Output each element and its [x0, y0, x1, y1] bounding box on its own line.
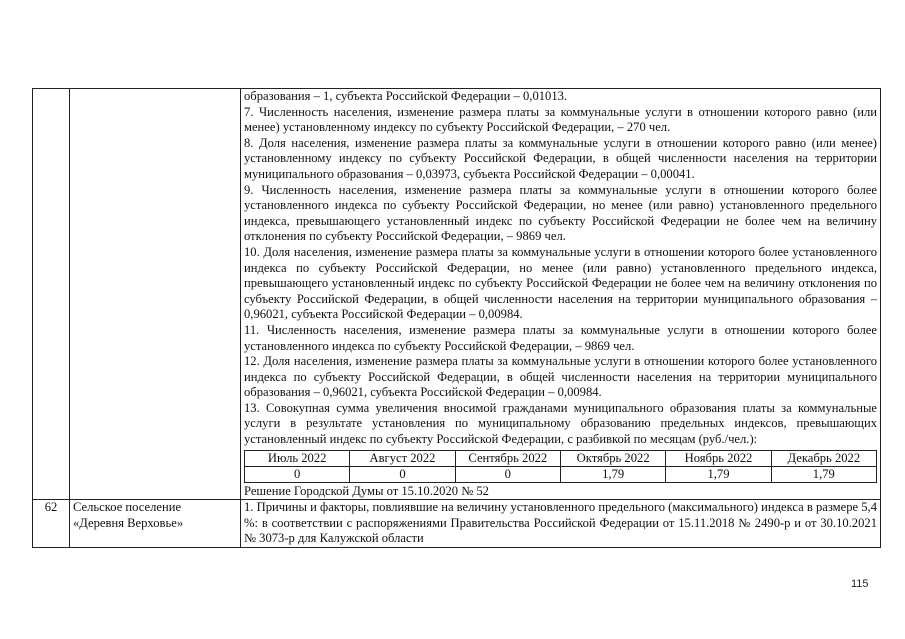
month-header: Ноябрь 2022	[666, 450, 771, 466]
month-header: Октябрь 2022	[560, 450, 665, 466]
paragraph: образования – 1, субъекта Российской Федерации – 0,01013.	[244, 89, 568, 103]
month-header: Сентябрь 2022	[455, 450, 560, 466]
page-number: 115	[851, 578, 869, 590]
details-cell	[241, 89, 881, 500]
amount-cell: 1,79	[771, 466, 876, 482]
month-header: Декабрь 2022	[771, 450, 876, 466]
amount-cell: 1,79	[560, 466, 665, 482]
table-row	[33, 500, 881, 548]
paragraph: 13. Совокупная сумма увеличения вносимой гражданами муниципального образования платы за коммунальные услуги в результате установления по муниципальному образованию предельных индексов, превышающих установленный индекс по субъекту Российской Федерации, с разбивкой по месяцам (руб./чел.):	[244, 400, 877, 447]
row-number-cell	[33, 89, 70, 500]
amounts-row	[245, 466, 877, 482]
paragraph: 1. Причины и факторы, повлиявшие на величину установленного предельного (максимального) индекса в размере 5,4 %: в соответствии с распоряжениями Правительства Российской Федерации от 15.11.2018 № 2490-р и от 30.10.2021 № 3073-р для Калужской области	[244, 500, 877, 546]
amount-cell: 1,79	[666, 466, 771, 482]
month-header: Август 2022	[350, 450, 455, 466]
table-row	[33, 89, 881, 500]
paragraph: 12. Доля населения, изменение размера платы за коммунальные услуги в отношении которого более установленного индекса по субъекту Российской Федерации, в общей численности населения на территории муниципального образования – 0,96021, субъекта Российской Федерации – 0,00984.	[244, 354, 877, 400]
paragraph: 8. Доля населения, изменение размера платы за коммунальные услуги в отношении которого равно (или менее) установленному индексу по субъекту Российской Федерации, в общей численности населения на территории муниципального образования – 0,03973, субъекта Российской Федерации – 0,00041.	[244, 135, 877, 181]
paragraph: 7. Численность населения, изменение размера платы за коммунальные услуги в отношении которого равно (или менее) установленному индексу по субъекту Российской Федерации, – 270 чел.	[244, 104, 877, 135]
details-cell	[241, 500, 881, 548]
amount-cell: 0	[245, 466, 350, 482]
paragraph: 9. Численность населения, изменение размера платы за коммунальные услуги в отношении которого более установленного индекса по субъекту Российской Федерации, но менее (или равно) установленного предельного индекса, превышающего установленный индекс по субъекту Российской Федерации не более чем на величину отклонения по субъекту Российской Федерации, – 9869 чел.	[244, 182, 877, 244]
row-number-cell: 62	[33, 500, 70, 548]
months-header-row	[245, 450, 877, 466]
municipality-cell	[70, 89, 241, 500]
amount-cell: 0	[455, 466, 560, 482]
amount-cell: 0	[350, 466, 455, 482]
paragraph: 11. Численность населения, изменение размера платы за коммунальные услуги в отношении которого более установленного индекса по субъекту Российской Федерации, – 9869 чел.	[244, 322, 877, 353]
indices-table	[32, 88, 881, 548]
municipality-name-line: Сельское поселение	[73, 500, 182, 515]
paragraph: 10. Доля населения, изменение размера платы за коммунальные услуги в отношении которого более установленного индекса по субъекту Российской Федерации, но менее (или равно) установленного предельного индекса, превышающего установленный индекс по субъекту Российской Федерации не более чем на величину отклонения по субъекту Российской Федерации, в общей численности населения на территории муниципального образования – 0,96021, субъекта Российской Федерации – 0,00984.	[244, 244, 877, 322]
month-header: Июль 2022	[245, 450, 350, 466]
municipality-name-line: «Деревня Верховье»	[73, 515, 184, 530]
decision-reference: Решение Городской Думы от 15.10.2020 № 52	[244, 483, 489, 498]
municipality-cell	[70, 500, 241, 548]
monthly-amounts-table	[244, 450, 877, 483]
